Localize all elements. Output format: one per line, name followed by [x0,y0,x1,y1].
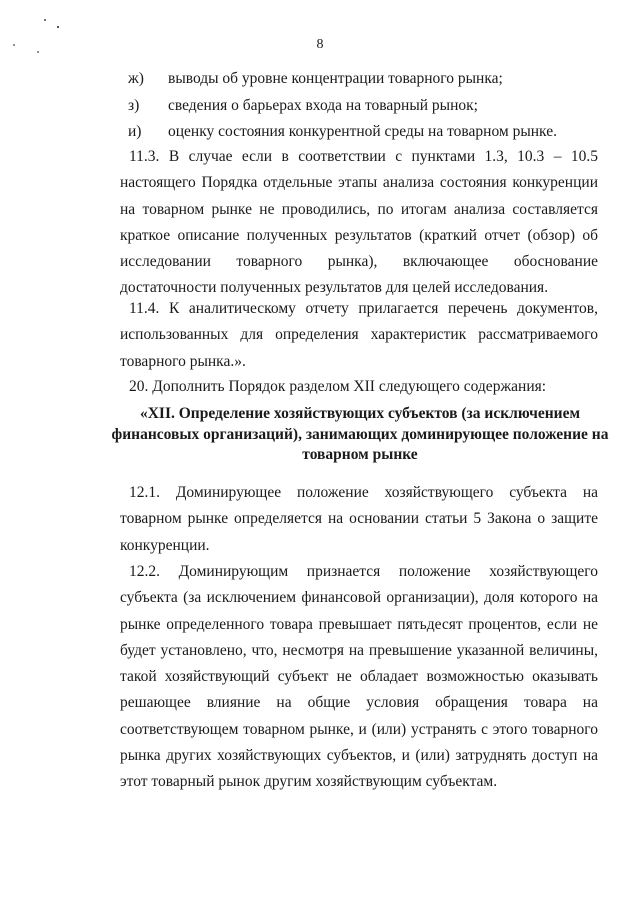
list-item-text: сведения о барьерах входа на товарный рынок; [168,97,478,114]
paragraph-12-1: 12.1. Доминирующее положение хозяйствующего субъекта на товарном рынке определяется на основании статьи 5 Закона о защите конкуренции. [120,484,598,554]
list-item [128,122,557,142]
section-heading-line: финансовых организаций), занимающих доминирующее положение на [111,425,609,443]
page-number: 8 [316,37,324,52]
paragraph-11-4: 11.4. К аналитическому отчету прилагается перечень документов, использованных для определения характеристик рассматриваемого товарного рынка.». [120,300,598,370]
list-item-text: выводы об уровне концентрации товарного рынка; [168,70,503,87]
paragraph-11-3: 11.3. В случае если в соответствии с пунктами 1.3, 10.3 – 10.5 настоящего Порядка отдельные этапы анализа состояния конкуренции на товарном рынке не проводились, по итогам анализа составляется краткое описание полученных результатов (краткий отчет (обзор) об исследовании товарного рынка), включающее обоснование достаточности полученных результатов для целей исследования. [120,148,598,297]
paragraph-12-2: 12.2. Доминирующим признается положение хозяйствующего субъекта (за исключением финансовой организации), доля которого на рынке определенного товара превышает пятьдесят процентов, если не будет установлено, что, несмотря на превышение указанной величины, такой хозяйствующий субъект не обладает возможностью оказывать решающее влияние на общие условия обращения товара на соответствующем товарном рынке, и (или) устранять с этого товарного рынка других хозяйствующих субъектов, и (или) затруднять доступ на этот товарный рынок другим хозяйствующим субъектам. [120,563,598,791]
list-marker: ж) [128,70,144,87]
list-marker: и) [128,123,142,140]
section-heading-line: товарном рынке [302,446,418,463]
paragraph-20: 20. Дополнить Порядок разделом XII следующего содержания: [129,378,547,395]
section-heading-line: «XII. Определение хозяйствующих субъектов (за исключением [139,405,581,422]
list-item [128,69,503,89]
list-item [128,96,478,116]
section-heading [110,404,610,466]
list-marker: з) [128,97,140,114]
list-item-text: оценку состояния конкурентной среды на товарном рынке. [168,123,557,140]
